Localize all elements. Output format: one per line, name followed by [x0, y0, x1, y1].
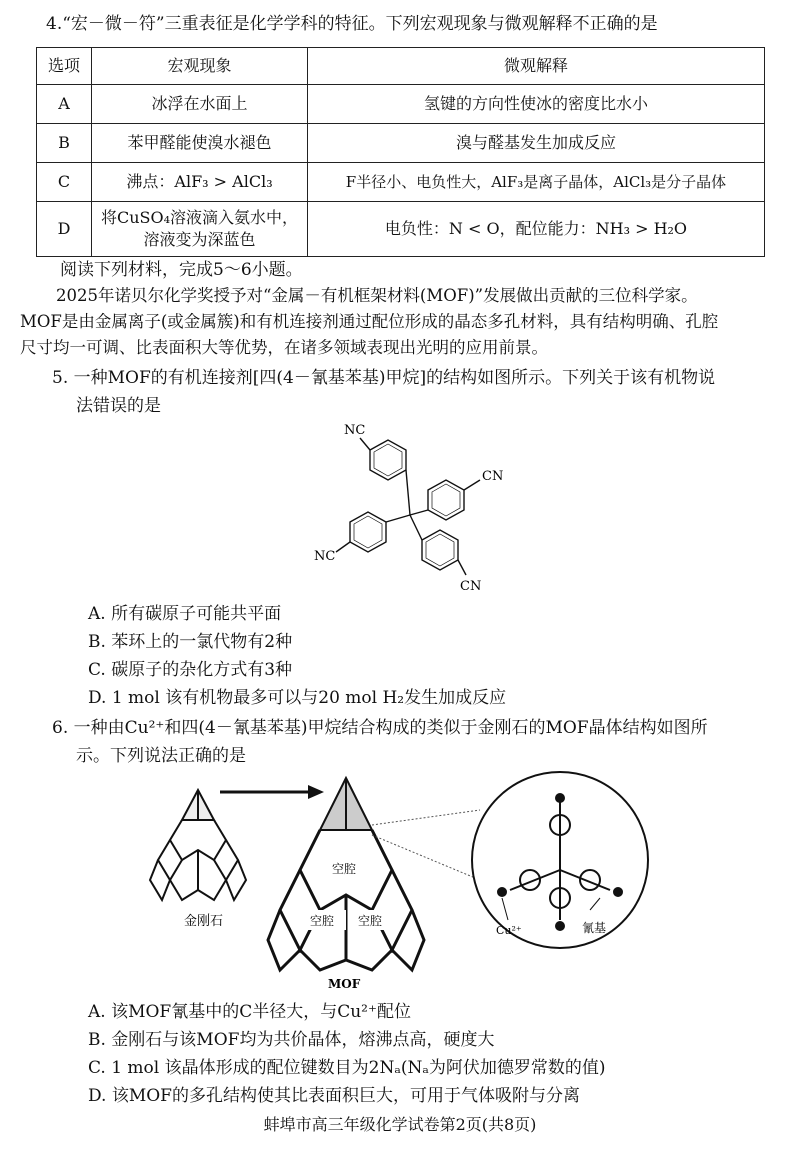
diamond-label: 金刚石 — [184, 914, 224, 929]
q4-stem: 4.“宏－微－符”三重表征是化学学科的特征。下列宏观现象与微观解释不正确的是 — [46, 14, 658, 34]
row-macro — [92, 202, 308, 257]
cavity-label-right: 空腔 — [358, 914, 383, 928]
q5-option-a: A. 所有碳原子可能共平面 — [88, 604, 282, 624]
material-intro: 阅读下列材料，完成5～6小题。 — [60, 260, 303, 280]
q5-option-b: B. 苯环上的一氯代物有2种 — [88, 632, 293, 652]
q5-stem-line1: 5. 一种MOF的有机连接剂[四(4－氰基苯基)甲烷]的结构如图所示。下列关于该有机物说 — [52, 368, 716, 388]
q6-stem-line1: 6. 一种由Cu²⁺和四(4－氰基苯基)甲烷结合构成的类似于金刚石的MOF晶体结构如图所 — [52, 718, 708, 738]
row-micro: F半径小、电负性大，AlF₃是离子晶体，AlCl₃是分子晶体 — [308, 163, 765, 202]
header-option: 选项 — [37, 48, 92, 85]
row-option: C — [37, 163, 92, 202]
table-row — [37, 124, 765, 163]
header-micro: 微观解释 — [308, 48, 765, 85]
label-nc-top: NC — [344, 423, 366, 438]
row-macro-line1: 将CuSO₄溶液滴入氨水中， — [100, 208, 299, 227]
row-micro: 溴与醛基发生加成反应 — [308, 124, 765, 163]
row-option: A — [37, 85, 92, 124]
table-row — [37, 85, 765, 124]
q6-stem-line2: 示。下列说法正确的是 — [76, 746, 246, 766]
tetrakis-cyanophenyl-methane-structure — [300, 420, 520, 595]
material-line1: 2025年诺贝尔化学奖授予对“金属－有机框架材料(MOF)”发展做出贡献的三位科学家。 — [56, 286, 698, 305]
row-macro: 沸点：AlF₃ > AlCl₃ — [92, 163, 308, 202]
label-nc-left: NC — [314, 549, 336, 564]
row-option: D — [37, 202, 92, 257]
mof-label: MOF — [328, 977, 361, 991]
cyano-label: 氰基 — [582, 921, 607, 935]
material-line3: 尺寸均一可调、比表面积大等优势，在诸多领域表现出光明的应用前景。 — [20, 338, 548, 357]
table-row — [37, 163, 765, 202]
mof-structure-figure — [140, 770, 660, 995]
cavity-label-top: 空腔 — [332, 862, 357, 876]
cavity-label-left: 空腔 — [310, 914, 335, 928]
cu-label: Cu²⁺ — [496, 924, 522, 937]
q5-stem-line2: 法错误的是 — [76, 396, 161, 416]
header-macro: 宏观现象 — [92, 48, 308, 85]
q6-option-a: A. 该MOF氰基中的C半径大，与Cu²⁺配位 — [88, 1002, 411, 1022]
table-header-row — [37, 48, 765, 85]
q5-option-d: D. 1 mol 该有机物最多可以与20 mol H₂发生加成反应 — [88, 688, 507, 708]
arrow-icon — [220, 785, 324, 799]
row-macro: 苯甲醛能使溴水褪色 — [92, 124, 308, 163]
diamond-lattice — [150, 790, 246, 900]
row-option: B — [37, 124, 92, 163]
row-macro-line2: 溶液变为深蓝色 — [143, 230, 256, 249]
q6-option-c: C. 1 mol 该晶体形成的配位键数目为2Nₐ(Nₐ为阿伏加德罗常数的值) — [88, 1058, 606, 1078]
table-row — [37, 202, 765, 257]
label-cn-bottom: CN — [460, 579, 482, 594]
q4-table — [36, 47, 765, 257]
q6-option-b: B. 金刚石与该MOF均为共价晶体，熔沸点高，硬度大 — [88, 1030, 495, 1050]
row-micro: 电负性：N < O，配位能力：NH₃ > H₂O — [308, 202, 765, 257]
q5-option-c: C. 碳原子的杂化方式有3种 — [88, 660, 293, 680]
label-cn-right: CN — [482, 469, 504, 484]
row-micro: 氢键的方向性使冰的密度比水小 — [308, 85, 765, 124]
row-macro: 冰浮在水面上 — [92, 85, 308, 124]
material-line2: MOF是由金属离子(或金属簇)和有机连接剂通过配位形成的晶态多孔材料，具有结构明确、孔腔 — [20, 312, 719, 331]
page-footer: 蚌埠市高三年级化学试卷第2页(共8页) — [263, 1115, 537, 1134]
q6-option-d: D. 该MOF的多孔结构使其比表面积巨大，可用于气体吸附与分离 — [88, 1086, 580, 1106]
